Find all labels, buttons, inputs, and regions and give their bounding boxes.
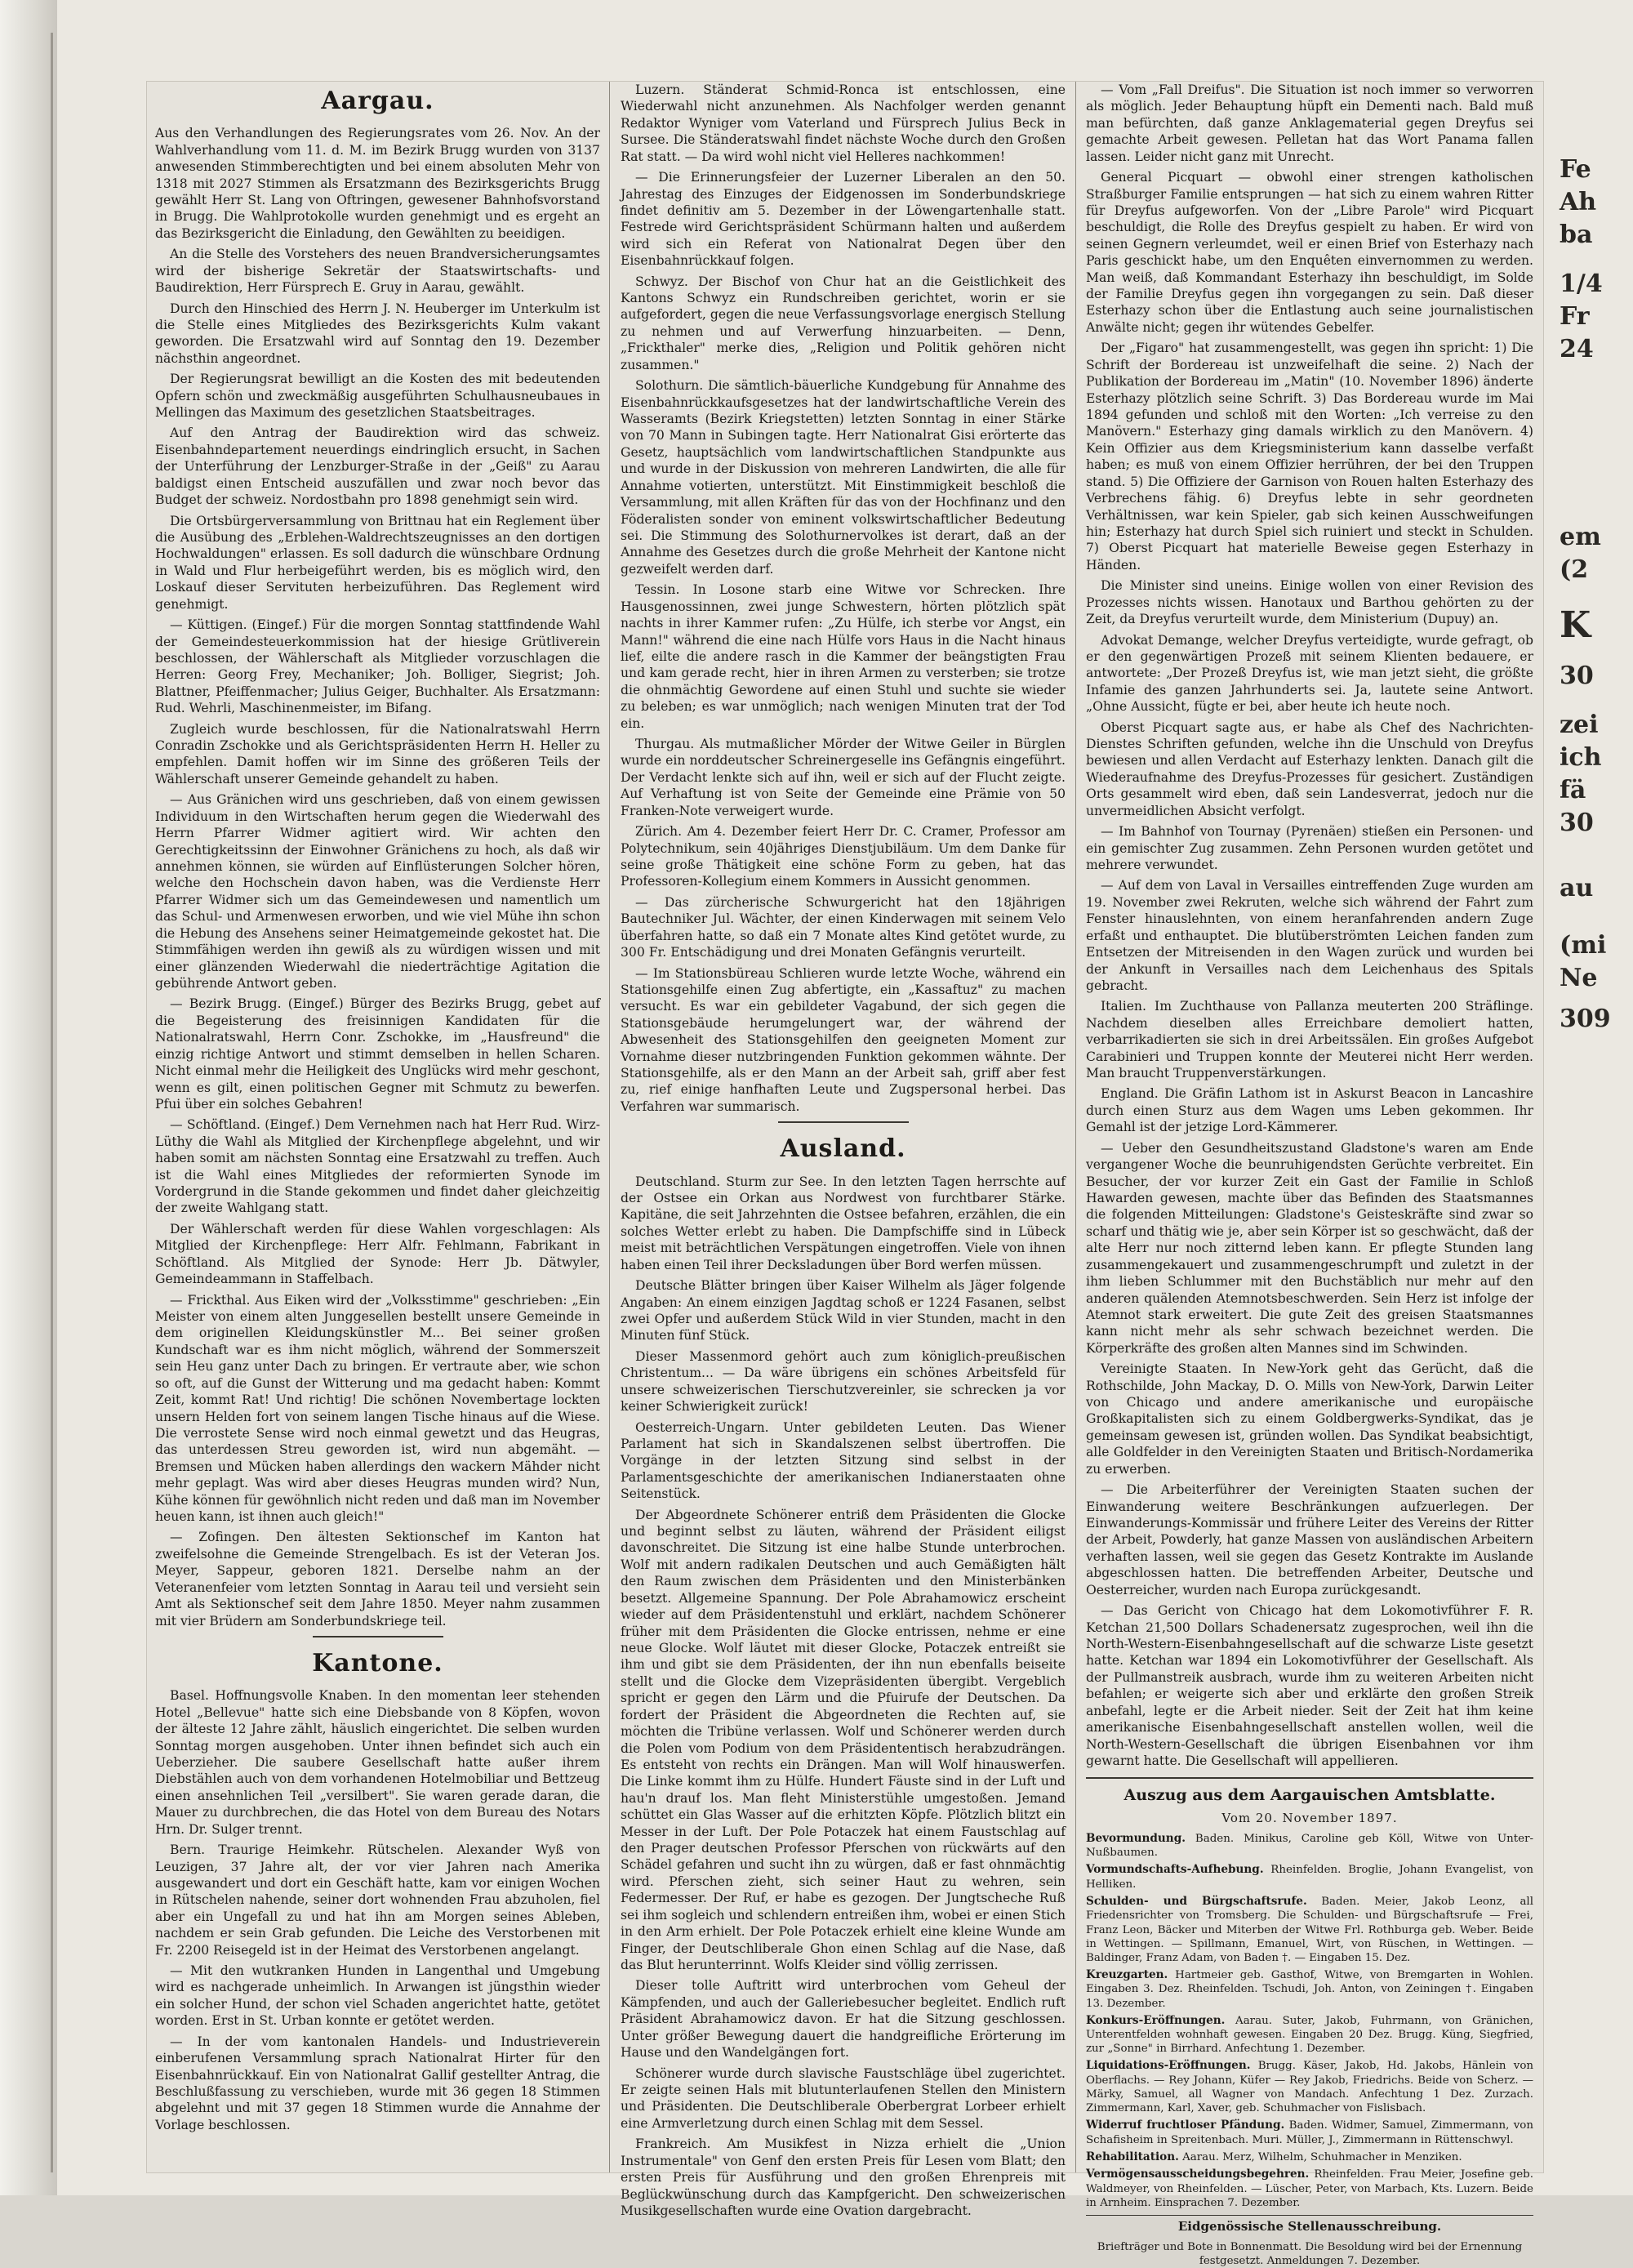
article: — Schöftland. (Eingef.) Dem Vernehmen nach hat Herr Rud. Wirz-Lüthy die Wahl als Mitglied der Kirchenpflege abgelehnt, und wir haben somit am nächsten Sonntag eine Ersatzwahl zu treffen. Auch ist die Wahl eines Mitgliedes der reformierten Synode im Vordergrund in die Stande gekommen und findet daher gleichzeitig der zweite Wahlgang statt.: [155, 1117, 600, 1216]
stelle-rule: [1086, 2215, 1533, 2216]
article: Solothurn. Die sämtlich-bäuerliche Kundgebung für Annahme des Eisenbahnrückkaufsgesetzes hat der landwirtschaftliche Verein des Wasseramts (Bezirk Kriegstetten) letzten Sonntag in einer Stärke von 70 Mann in Subingen tagte. Herr Nationalrat Gisi erörterte das Gesetz, hauptsächlich vom landwirtschaftlichen Standpunkte aus und wurde in der Diskussion von mehreren Landwirten, die alle für Annahme votierten, unterstützt. Mit Einstimmigkeit beschloß die Versammlung, mit allen Kräften für das von der Hochfinanz und den Föderalisten sonder von eminent volkswirtschaftlicher Bedeutung sei. Die Stimmung des Solothurnervolkes ist derart, daß an der Annahme des Gesetzes durch die große Mehrheit der Kantone nicht gezweifelt werden darf.: [621, 378, 1066, 577]
column-divider: [1075, 82, 1076, 2172]
article: Dieser Massenmord gehört auch zum königlich-preußischen Christentum... — Da wäre übrigens ein schönes Arbeitsfeld für unsere schweizerischen Tierschutzvereinler, sie schrecken ja vor keiner Schwierigkeit zurück!: [621, 1348, 1066, 1415]
article: Auf den Antrag der Baudirektion wird das schweiz. Eisenbahndepartement neuerdings eindringlich ersucht, in Sachen der Unterführung der Lenzburger-Straße in der „Geiß" zu Aarau baldigst einen Entscheid auszufällen und zwar noch bevor das Budget der schweiz. Nordostbahn pro 1898 genehmigt sein wird.: [155, 426, 600, 508]
article: — Küttigen. (Eingef.) Für die morgen Sonntag stattfindende Wahl der Gemeindesteuerkommission hat der hiesige Grütliverein beschlossen, der Wählerschaft als Mitglieder vorzuschlagen die Herren: Georg Frey, Mechaniker; Joh. Bolliger, Siegrist; Joh. Blattner, Pfeiffenmacher; Julius Geiger, Buchhalter. Als Ersatzmann: Rud. Wehrli, Maschinenmeister, im Bifang.: [155, 617, 600, 716]
notice-text: Brugg. Käser, Jakob, Hd. Jakobs, Hänlein von Oberflachs. — Rey Johann, Küfer — Rey Jakob, Friedrichs. Beide von Scherz. — Märky, Samuel, all Wagner von Mandach. Anfechtung 1 Dez. Zurzach. Zimmermann, Karl, Xaver, geb. Schuhmacher von Fislisbach.: [1086, 2060, 1533, 2115]
article: — Die Arbeiterführer der Vereinigten Staaten suchen der Einwanderung weitere Beschränkungen aufzuerlegen. Der Einwanderungs-Kommissär und frühere Leiter des Vereins der Ritter der Arbeit, Powderly, hat ganze Massen von ausländischen Arbeitern verhaften lassen, weil sie gegen das Gesetz Kontrakte im Auslande abgeschlossen hatten. Die betreffenden Arbeiter, Deutsche und Oesterreicher, wurden nach Europa zurückgesandt.: [1086, 1482, 1533, 1597]
article: Durch den Hinschied des Herrn J. N. Heuberger im Unterkulm ist die Stelle eines Mitgliedes des Bezirksgerichts Kulm vakant geworden. Die Ersatzwahl wird auf Sonntag den 19. Dezember nächsthin angeordnet.: [155, 301, 600, 366]
article: — Das Gericht von Chicago hat dem Lokomotivführer F. R. Ketchan 21,500 Dollars Schadenersatz zugesprochen, weil ihn die North-Western-Eisenbahngesellschaft auf die schwarze Liste gesetzt hatte. Ketchan war 1894 ein Lokomotivführer der Gesellschaft. Als der Pullmanstreik ausbrach, wurde ihm zu weiteren Arbeiten nicht befahlen; er weigerte sich aber und erklärte den großen Streik anbefahl, legte er die Arbeit nieder. Seit der Zeit hat ihm keine amerikanische Eisenbahngesellschaft anstellen wollen, weil die North-Western-Gesellschaft die übrigen Eisenbahnen vor ihm gewarnt hatte. Die Gesellschaft will appellieren.: [1086, 1603, 1533, 1768]
article: — Bezirk Brugg. (Eingef.) Bürger des Bezirks Brugg, gebet auf die Begeisterung des freisinnigen Kandidaten für die Nationalratswahl, Herrn Conr. Zschokke, im „Hausfreund" die einzig richtige Antwort und stimmt demselben in hellen Scharen. Nicht einmal mehr die Heiligkeit des Unglücks wird mehr geschont, wenn es gilt, einen politischen Gegner mit Schmutz zu bewerfen. Pfui über ein solches Gebahren!: [155, 996, 600, 1112]
article: Advokat Demange, welcher Dreyfus verteidigte, wurde gefragt, ob er den gegenwärtigen Prozeß mit seinem Klienten bedauere, er antwortete: „Der Prozeß Dreyfus ist, wie man jetzt sieht, die größte Infamie des ganzen Jahrhunderts sei. Ja, lautete seine Antwort. „Ohne Aussicht, fügte er bei, aber heute ich heute noch.: [1086, 632, 1533, 715]
article: — Im Bahnhof von Tournay (Pyrenäen) stießen ein Personen- und ein gemischter Zug zusammen. Zehn Personen wurden getötet und mehrere verwundet.: [1086, 824, 1533, 872]
article: General Picquart — obwohl einer strengen katholischen Straßburger Familie entsprungen — hat sich zu einem wahren Ritter für Dreyfus aufgeworfen. Von der „Libre Parole" wird Picquart beschuldigt, die Rolle des Dreyfus gespielt zu haben. Er wird von seinen Gegnern verleumdet, weil er einen Brief von Esterhazy nach Paris geschickt habe, um den Enquêten einvernommen zu werden. Man weiß, daß Kommandant Esterhazy ihn beschuldigt, im Solde der Familie Dreyfus gegen ihn vorgegangen zu sein. Daß dieser Esterhazy schon über die Entlastung auch seine journalistischen Anwälte nicht; gegen ihr wütendes Gebelfer.: [1086, 170, 1533, 335]
article: Frankreich. Am Musikfest in Nizza erhielt die „Union Instrumentale" von Genf den ersten Preis für Lesen vom Blatt; den ersten Preis für Ausführung und den großen Ehrenpreis mit Beglückwünschung durch das Kampfgericht. Den schweizerischen Musikgesellschaften wurde eine Ovation dargebracht.: [621, 2137, 1066, 2218]
edge-fragment: 24: [1560, 335, 1594, 363]
stelle-text: Briefträger und Bote in Bonnenmatt. Die Besoldung wird bei der Ernennung festgesetzt. Anmeldungen 7. Dezember.: [1097, 2240, 1523, 2267]
article: — Mit den wutkranken Hunden in Langenthal und Umgebung wird es nachgerade unheimlich. In Arwangen ist jüngsthin wieder ein solcher Hund, der schon viel Schaden angerichtet hatte, getötet worden. Erst in St. Urban konnte er getötet werden.: [155, 1963, 600, 2029]
article: England. Die Gräfin Lathom ist in Askurst Beacon in Lancashire durch einen Sturz aus dem Wagen ums Leben gekommen. Ihr Gemahl ist der jetzige Lord-Kämmerer.: [1086, 1086, 1533, 1135]
column-3: [1086, 82, 1534, 2267]
article: Italien. Im Zuchthause von Pallanza meuterten 200 Sträflinge. Nachdem dieselben alles Erreichbare demoliert hatten, verbarrikadierten sie sich in drei Arbeitssälen. Ein großes Aufgebot Carabinieri und Truppen konnte der Meuterei nicht Herr werden. Man braucht Truppenverstärkungen.: [1086, 999, 1533, 1081]
section-title-aargau: Aargau.: [321, 87, 434, 115]
article: — Auf dem von Laval in Versailles eintreffenden Zuge wurden am 19. November zwei Rekruten, welche sich während der Fahrt zum Fenster hinauslehnten, von einem heranfahrenden andern Zuge erfaßt und enthauptet. Die blutüberströmten Leichen fanden zum Entsetzen der Mitreisenden in den Wagen zurück und wurden bei der Ankunft in Versailles nach dem Leichenhaus des Spitals gebracht.: [1086, 878, 1533, 993]
notice-text: Rheinfelden. Broglie, Johann Evangelist, von Helliken.: [1086, 1864, 1534, 1891]
ausland-articles: [621, 1174, 1066, 2220]
notice-head: Widerruf fruchtloser Pfändung.: [1086, 2119, 1285, 2132]
edge-fragment: zei: [1560, 711, 1599, 739]
article: — Im Stationsbüreau Schlieren wurde letzte Woche, während ein Stationsgehilfe einen Zug abfertigte, ein „Kassaftuz" zu machen versucht. Es war ein gebildeter Vagabund, der sich gegen die Stationsgebäude herumgelungert war, der während der Abwesenheit des Stationsgehilfen den geeigneten Moment zur Vornahme dieser nutzbringenden Funktion gekommen wähnte. Der Stationsgehilfe, als er den Mann an der Arbeit sah, griff aber fest zu, rief einige hanfhaften Leute und Zugspersonal herbei. Das Verfahren war summarisch.: [621, 965, 1066, 1114]
section-title-kantone: Kantone.: [312, 1649, 443, 1678]
edge-fragment: (2: [1560, 555, 1589, 584]
stelle-title: Eidgenössische Stellenausschreibung.: [1177, 2218, 1442, 2234]
edge-fragment: 1/4: [1560, 270, 1603, 298]
article: Schönerer wurde durch slavische Faustschläge übel zugerichtet. Er zeigte seinen Hals mit blutunterlaufenen Stellen den Ministern und Präsidenten. Die Deutschliberale Oberbergrat Lorbeer erhielt eine Armverletzung durch einen Schlag mit dem Sessel.: [621, 2065, 1066, 2131]
article: — Aus Gränichen wird uns geschrieben, daß von einem gewissen Individuum in den Wirtschaften herum gegen die Wiederwahl des Herrn Pfarrer Widmer agitiert wird. Wir achten den Gerechtigkeitssinn der Einwohner Gränichens zu hoch, als daß wir annehmen können, sie würden auf Einflüsterungen Solcher hören, welche den Hochschein davon haben, was die Verdienste Herr Pfarrer Widmer sich um das Gemeindewesen und namentlich um das Schul- und Armenwesen erworben, und wie viel Mühe ihn schon die Hebung des Ansehens seiner Heimatgemeinde gekostet hat. Die Stimmfähigen werden ihn gewiß als zu würdigen wissen und mit einer glänzenden Wiederwahl die niederträchtige Agitation die gebührende Antwort geben.: [155, 792, 600, 991]
adjacent-page-edge: [1543, 33, 1633, 2156]
column-divider: [609, 82, 610, 2172]
article: Dieser tolle Auftritt wird unterbrochen vom Geheul der Kämpfenden, und auch der Galleriebesucher begleitet. Endlich ruft Präsident Abrahamowicz davon. Er hat die Sitzung geschlossen. Unter größer Bewegung dauert die handgreifliche Erörterung im Hause und den Wandelgängen fort.: [621, 1978, 1066, 2061]
edge-fragment: Fr: [1560, 302, 1590, 331]
article: Thurgau. Als mutmaßlicher Mörder der Witwe Geiler in Bürglen wurde ein norddeutscher Schreinergeselle ins Gefängnis eingeführt. Der Verdacht lenkte sich auf ihn, weil er sich auf der Flucht zeigte. Auf Verhaftung ist von Seite der Gemeinde eine Prämie von 50 Franken-Note verweigert wurde.: [621, 737, 1066, 818]
binding-margin: [0, 0, 57, 2195]
notice-head: Rehabilitation.: [1086, 2150, 1179, 2163]
notice-item: [1086, 2150, 1533, 2164]
edge-fragment: 30: [1560, 662, 1594, 690]
article: Der Wählerschaft werden für diese Wahlen vorgeschlagen: Als Mitglied der Kirchenpflege: Herr Alfr. Fehlmann, Fabrikant in Schöftland. Als Mitglied der Synode: Herr Jb. Dätwyler, Gemeindeammann in Staffelbach.: [155, 1221, 600, 1287]
article: — Die Erinnerungsfeier der Luzerner Liberalen an den 50. Jahrestag des Einzuges der Eidgenossen im Sonderbundskriege findet definitiv am 5. Dezember in der Löwengartenhalle statt. Festrede wird Gerichtspräsident Schürmann halten und außerdem wird sich ein Referat von Nationalrat Degen über den Eisenbahnrückkauf folgen.: [621, 170, 1066, 269]
edge-fragment: (mi: [1560, 931, 1607, 960]
notice-head: Liquidations-Eröffnungen.: [1086, 2059, 1251, 2073]
amtsblatt-title: Auszug aus dem Aargauischen Amtsblatte.: [1124, 1786, 1496, 1805]
notice-item: [1086, 1832, 1533, 1860]
notice-item: [1086, 1863, 1533, 1891]
newspaper-page: [147, 82, 1543, 2267]
article: Basel. Hoffnungsvolle Knaben. In den momentan leer stehenden Hotel „Bellevue" hatte sich eine Diebsbande von 8 Köpfen, wovon der älteste 12 Jahre zählt, häuslich eingerichtet. Die selben wurden Sonntag morgen ausgehoben. Unter ihnen befindet sich auch ein Ueberzieher. Die saubere Gesellschaft hatte außer ihrem Diebstählen auch von dem vorhandenen Hotelmobiliar und Bettzeug einen ansehnlichen Teil „versilbert". Sie waren gerade daran, die Mauer zu durchbrechen, die das Hotel von dem Bureau des Notars Hrn. Dr. Sulger trennt.: [155, 1688, 600, 1837]
notice-head: Konkurs-Eröffnungen.: [1086, 2013, 1226, 2027]
article: — In der vom kantonalen Handels- und Industrieverein einberufenen Versammlung sprach Nationalrat Hirter für den Eisenbahnrückkauf. Ein von Nationalrat Gallif gestellter Antrag, die Beschlußfassung zu verschieben, wurde mit 36 gegen 18 Stimmen abgelehnt und mit 37 gegen 18 Stimmen wurde die Annahme der Vorlage beschlossen.: [155, 2034, 600, 2132]
notice-head: Vermögensausscheidungsbegehren.: [1086, 2168, 1310, 2181]
column-2: [621, 82, 1066, 2218]
article: — Frickthal. Aus Eiken wird der „Volksstimme" geschrieben: „Ein Meister von einem alten Junggesellen bestellt unsere Gemeinde in dem originellen Kleidungskünstler M... Bei seiner großen Kundschaft war es ihm nicht möglich, während der Sommerszeit sein Heu ganz unter Dach zu bringen. Er vertraute aber, wie schon so oft, auf die Gunst der Witterung und ma gedacht haben: Kommt Zeit, kommt Rat! Und richtig! Die schönen Novembertage lockten unsern Helden fort von seinem langen Tische hinaus auf die Wiese. Die verrostete Sense wird noch einmal gewetzt und das Heugras, das unterdessen Streu geworden ist, wird nun abgemäht. — Bremsen und Mücken haben allerdings den wackern Mähder nicht mehr geplagt. Was wird aber dieses Heugras munden wird? Nun, Kühe können für gewöhnlich nicht reden und daß man im November heuen kann, ist ihnen auch gleich!": [155, 1292, 600, 1525]
amtsblatt-date: Vom 20. November 1897.: [1221, 1811, 1398, 1826]
notice-item: [1086, 2059, 1533, 2115]
section-divider: [778, 1121, 909, 1123]
article: Zugleich wurde beschlossen, für die Nationalratswahl Herrn Conradin Zschokke und als Gerichtspräsidenten Herrn H. Heller zu empfehlen. Damit hoffen wir im Sinne des größeren Teils der Wählerschaft unserer Gemeinde gehandelt zu haben.: [155, 721, 600, 786]
article: Deutsche Blätter bringen über Kaiser Wilhelm als Jäger folgende Angaben: An einem einzigen Jagdtag schoß er 1224 Fasanen, selbst zwei Opfer und außerdem Stück Wild in vier Stunden, macht in den Minuten fünf Stück.: [621, 1278, 1066, 1343]
notice-item: [1086, 1968, 1533, 2011]
ausland-articles-continued: [1086, 82, 1533, 1769]
aargau-articles: [155, 125, 600, 1629]
notice-head: Vormundschafts-Aufhebung.: [1086, 1863, 1264, 1877]
article: An die Stelle des Vorstehers des neuen Brandversicherungsamtes wird der bisherige Sekretär der Staatswirtschafts- und Baudirektion, Herr Fürsprech E. Gruy in Aarau, gewählt.: [155, 247, 600, 296]
edge-fragment: 30: [1560, 809, 1594, 837]
edge-fragment: 309: [1560, 1005, 1611, 1033]
article: Schwyz. Der Bischof von Chur hat an die Geistlichkeit des Kantons Schwyz ein Rundschreiben gerichtet, worin er sie aufgefordert, gegen die neue Verfassungsvorlage energisch Stellung zu nehmen und auf Verwerfung hinzuarbeiten. — Denn, „Frickthaler" merke dies, „Religion und Politik gehören nicht zusammen.": [621, 274, 1066, 372]
edge-fragment: em: [1560, 523, 1601, 551]
article: — Ueber den Gesundheitszustand Gladstone's waren am Ende vergangener Woche die beunruhigendsten Gerüchte verbreitet. Ein Besucher, der vor kurzer Zeit ein Gast der Familie in Schloß Hawarden gewesen, machte über das Befinden des Staatsmannes die folgenden Mitteilungen: Gladstone's Geisteskräfte sind zwar so scharf und thätig wie je, aber sein Körper ist so geschwächt, daß der alte Herr nur noch zitternd leben kann. Er pflegte Stunden lang zusammengekauert und zusammengeschrumpft und zuletzt in der ihm lieben Schlummer mit den Buchstäblich nur mehr auf den anderen quälenden Atemnotsbeschwerden. Sein Herz ist infolge der Atemnot stark erweitert. Die gute Zeit des greisen Staatsmannes kann nicht mehr als sehr schwach bezeichnet werden. Die Körperkräfte des großen alten Mannes sind im Schwinden.: [1086, 1140, 1533, 1356]
article: Luzern. Ständerat Schmid-Ronca ist entschlossen, eine Wiederwahl nicht anzunehmen. Als Nachfolger werden genannt Redaktor Wyniger vom Vaterland und Fürsprech Julius Beck in Sursee. Die Ständeratswahl findet nächste Woche durch den Großen Rat statt. — Da wird wohl nicht viel Helleres nachkommen!: [621, 82, 1066, 164]
edge-fragment: Ne: [1560, 964, 1598, 992]
article: Deutschland. Sturm zur See. In den letzten Tagen herrschte auf der Ostsee ein Orkan aus Nordwest von furchtbarer Stärke. Kapitäne, die seit Jahrzehnten die Ostsee befahren, erzählen, die ein solches Wetter erlebt zu haben. Die Dampfschiffe sind in Lübeck meist mit beträchtlichen Verspätungen eingetroffen. Viele von ihnen haben einen Teil ihrer Decksladungen über Bord werfen müssen.: [621, 1174, 1066, 1272]
article: Oesterreich-Ungarn. Unter gebildeten Leuten. Das Wiener Parlament hat sich in Skandalszenen selbst übertroffen. Die Vorgänge in der letzten Sitzung sind selbst in der Parlamentsgeschichte der amerikanischen Indianerstaaten ohne Seitenstück.: [621, 1419, 1066, 1502]
article: Der Regierungsrat bewilligt an die Kosten des mit bedeutenden Opfern schön und zweckmäßig ausgeführten Schulhausneubaues in Mellingen das Maximum des gesetzlichen Staatsbeitrages.: [155, 372, 600, 421]
section-title-ausland: Ausland.: [780, 1134, 906, 1164]
article: Der „Figaro" hat zusammengestellt, was gegen ihn spricht: 1) Die Schrift der Bordereau ist unzweifelhaft die seine. 2) Nach der Publikation der Bordereau im „Matin" (10. November 1896) änderte Esterhazy plötzlich seine Schrift. 3) Das Bordereau wurde im Mai 1894 gefunden und schloß mit den Worten: „Ich verreise zu den Manövern." Esterhazy ging damals wirklich zu den Manövern. 4) Kein Offizier aus dem Kriegsministerium kann dasselbe verfaßt haben; es muß von einem Offizier herrühren, der bei den Truppen stand. 5) Die Offiziere der Garnison von Rouen halten Esterhazy des Verbrechens fähig. 6) Dreyfus lebte in sehr geordneten Verhältnissen, war kein Spieler, gab sich keinen Ausschweifungen hin; Esterhazy hat durch Spiel sich ruiniert und steckt in Schulden. 7) Oberst Picquart hat materielle Beweise gegen Esterhazy in Händen.: [1086, 341, 1533, 573]
notice-head: Schulden- und Bürgschaftsrufe.: [1086, 1894, 1307, 1908]
notice-text: Baden. Widmer, Samuel, Zimmermann, von Schafisheim in Spreitenbach. Muri. Müller, J., Zimmermann in Rüttenschwyl.: [1086, 2119, 1533, 2146]
article: Der Abgeordnete Schönerer entriß dem Präsidenten die Glocke und beginnt selbst zu läuten, während der Präsident eiligst davonschreitet. Die Sitzung ist eine halbe Stunde unterbrochen. Wolf mit andern radikalen Deutschen und auch Gemäßigten hält den Raum zwischen dem Präsidenten und den Ministerbänken besetzt. Allgemeine Spannung. Der Pole Abrahamowicz erscheint wieder auf dem Präsidentenstuhl und erklärt, nachdem Schönerer früher mit dem Präsidenten die Glocke entrissen, nehme er eine neue Glocke. Wolf läutet mit dieser Glocke, Potaczek entreißt sie ihm und gibt sie dem Präsidenten, der ihn nun ebenfalls beiseite stellt und die Glocke dem Vizepräsidenten übergibt. Vergeblich spricht er gegen den Lärm und die Pfuirufe der Deutschen. Da fordert der Präsident die Abgeordneten die Rechten auf, sie möchten die Tribüne verlassen. Wolf und Schönerer werden durch die Polen vom Podium von dem Präsidententisch herabzudrängen. Es entsteht von rechts ein Drängen. Man will Wolf hinauswerfen. Die Linke kommt ihm zu Hülfe. Hundert Fäuste sind in der Luft und hau'n drauf los. Man fleht Ministerstühle umgestoßen. Jemand schüttet ein Glas Wasser auf die erhitzten Köpfe. Plötzlich blitzt ein Messer in der Luft. Der Pole Potaczek hat einem Faustschlag auf den Prager deutschen Professor Pferschen von rückwärts auf den Schädel gefahren und sucht ihn zu würgen, daß er fast ohnmächtig wird. Pferschen zieht, sich seiner Haut zu wehren, sein Federmesser. Der Ruf, er habe es gezogen. Der Jungtscheche Ruß sei ihm sogleich und schlendern entreißen ihm, wobei er einen Stich in den Arm erhielt. Der Pole Potaczek erhielt eine kleine Wunde am Finger, der Deutschliberale Ghon einen Schlag auf die Nase, daß das Blut herunterrinnt. Wolfs Kleider sind völlig zerrissen.: [621, 1507, 1066, 1973]
article: — Das zürcherische Schwurgericht hat den 18jährigen Bautechniker Jul. Wächter, der einen Kinderwagen mit seinem Velo überfahren hatte, so daß ein 7 Monate altes Kind getötet wurde, zu 300 Fr. Entschädigung und drei Monaten Gefängnis verurteilt.: [621, 894, 1066, 960]
article: — Zofingen. Den ältesten Sektionschef im Kanton hat zweifelsohne die Gemeinde Strengelbach. Es ist der Veteran Jos. Meyer, Sappeur, geboren 1821. Derselbe nahm an der Veteranenfeier vom letzten Sonntag in Aarau teil und versieht sein Amt als Sektionschef seit dem Jahre 1850. Meyer nahm zusammen mit vier Brüdern am Sonderbundskriege teil.: [155, 1530, 600, 1629]
article: Die Minister sind uneins. Einige wollen von einer Revision des Prozesses nichts wissen. Hanotaux und Barthou gehörten zu der Zeit, da Dreyfus verurteilt wurde, dem Ministerium (Dupuy) an.: [1086, 578, 1533, 627]
article: Bern. Traurige Heimkehr. Rütschelen. Alexander Wyß von Leuzigen, 37 Jahre alt, der vor vier Jahren nach Amerika ausgewandert und dort ein Geschäft hatte, kam vor einigen Wochen in Rütschelen nahende, seiner dort wohnenden Frau abzuholen, fiel aber ein Ungefall zu und hat ihn am Morgen seines Ableben, nachdem er sein Grab gefunden. Die Leiche des Verstorbenen mit Fr. 2200 Reisegeld ist in der Heimat des Verstorbenen angelangt.: [155, 1842, 600, 1958]
edge-fragment: K: [1560, 604, 1591, 646]
notice-text: Hartmeier geb. Gasthof, Witwe, von Bremgarten in Wohlen. Eingaben 3. Dez. Rheinfelden. Tschudi, Joh. Anton, von Zeiningen †. Eingaben 13. Dezember.: [1086, 1968, 1533, 2010]
edge-fragment: au: [1560, 874, 1594, 902]
column-1: [155, 82, 600, 2172]
amtsblatt-top-rule: [1086, 1777, 1533, 1779]
notice-head: Bevormundung.: [1086, 1831, 1186, 1845]
article: Tessin. In Losone starb eine Witwe vor Schrecken. Ihre Hausgenossinnen, zwei junge Schwestern, hörten plötzlich spät nachts in ihrer Kammer rufen: „Zu Hülfe, ich sterbe vor Angst, ein Mann!" während die eine nach Hülfe vors Haus in die Nacht hinaus lief, eilte die andere rasch in die Kammer der beängstigten Frau und kam gerade recht, hier in ihren Armen zu versterben; sie trotze die ohnmächtig Gewordene auf einen Stuhl und suchte sie wieder zu beleben; es war unmöglich; nach wenigen Minuten trat der Tod ein.: [621, 582, 1066, 731]
notice-text: Aarau. Merz, Wilhelm, Schuhmacher in Menziken.: [1182, 2150, 1462, 2163]
article: Die Ortsbürgerversammlung von Brittnau hat ein Reglement über die Ausübung des „Erblehen-Waldrechtszeugnisses an den dortigen Hochwaldungen" erlassen. Es soll dadurch die wünschbare Ordnung in Wald und Flur herbeigeführt werden, bis es möglich wird, den Loskauf dieser Servituten herbeizuführen. Das Reglement wird genehmigt.: [155, 513, 600, 612]
article: Aus den Verhandlungen des Regierungsrates vom 26. Nov. An der Wahlverhandlung vom 11. d. M. im Bezirk Brugg wurden von 3137 anwesenden Stimmberechtigten und bei einem absoluten Mehr von 1318 mit 2027 Stimmen als Ersatzmann des Bezirksgerichts Brugg gewählt Herr St. Lang von Oftringen, gewesener Bahnhofsvorstand in Brugg. Die Wahlprotokolle wurden genehmigt und es ergeht an das Bezirksgericht die Einladung, den Gewählten zu beeidigen.: [155, 126, 600, 241]
notice-item: [1086, 1895, 1533, 1965]
notice-item: [1086, 2119, 1533, 2147]
edge-fragment: Fe: [1560, 155, 1591, 184]
article: Vereinigte Staaten. In New-York geht das Gerücht, daß die Rothschilde, John Mackay, D. O. Mills von New-York, Darwin Leiter von Chicago und andere amerikanische und europäische Großkapitalisten sich zu einem Goldbergwerks-Syndikat, das je gemeinsam gewesen ist, gründen wollen. Das Syndikat beabsichtigt, alle Goldfelder in den Vereinigten Staaten und Britisch-Nordamerika zu erwerben.: [1086, 1361, 1533, 1477]
notice-text: Baden. Minikus, Caroline geb Köll, Witwe von Unter-Nußbaumen.: [1086, 1832, 1533, 1860]
notice-item: [1086, 2014, 1533, 2056]
edge-fragment: Ah: [1560, 188, 1597, 216]
edge-fragment: fä: [1560, 776, 1586, 804]
notice-head: Kreuzgarten.: [1086, 1967, 1168, 1981]
article: Zürich. Am 4. Dezember feiert Herr Dr. C. Cramer, Professor am Polytechnikum, sein 40jähriges Dienstjubiläum. Um dem Danke für seine große Thätigkeit eine schöne Form zu geben, hat das Professoren-Kollegium einem Kommers in Aussicht genommen.: [621, 824, 1066, 889]
edge-fragment: ich: [1560, 743, 1602, 772]
article: — Vom „Fall Dreifus". Die Situation ist noch immer so verworren als möglich. Jeder Behauptung hüpft ein Dementi nach. Bald muß man befürchten, daß ganze Anklagematerial gegen Dreyfus sei gemachte Arbeit gewesen. Pelletan hat das Wort Panama fallen lassen. Leider nicht ganz mit Unrecht.: [1086, 82, 1533, 164]
article: Oberst Picquart sagte aus, er habe als Chef des Nachrichten-Dienstes Schriften gefunden, welche ihn die Unschuld von Dreyfus bewiesen und allen Verdacht auf Esterhazy lenkten. Danach gilt die Wiederaufnahme des Dreyfus-Prozesses für gesichert. Zuständigen Orts gesammelt wird eben, daß sein Landesverrat, jedoch nur die unvermeidlichen Absicht verfolgt.: [1086, 720, 1533, 818]
section-divider: [313, 1636, 443, 1638]
notice-text: Rheinfelden. Frau Meier, Josefine geb. Waldmeyer, von Rheinfelden. — Lüscher, Peter, von Marbach, Kts. Luzern. Beide in Arnheim. Einsprachen 7. Dezember.: [1086, 2168, 1533, 2209]
edge-fragment: ba: [1560, 221, 1593, 249]
notice-text: Aarau. Suter, Jakob, Fuhrmann, von Gränichen, Unterentfelden wohnhaft gewesen. Eingaben 20 Dez. Brugg. Küng, Siegfried, zur „Sonne" in Birrhard. Anfechtung 1. Dezember.: [1086, 2014, 1533, 2056]
kantone-articles-continued: [621, 82, 1066, 1115]
amtsblatt-box: [1086, 1785, 1533, 2267]
notice-item: [1086, 2168, 1533, 2210]
notice-text: Baden. Meier, Jakob Leonz, all Friedensrichter von Tromsberg. Die Schulden- und Bürgschaftsrufe — Frei, Franz Leon, Bäcker und Miterben der Witwe Frl. Rothburga geb. Weber. Beide in Wettingen. — Spillmann, Emanuel, Wirt, von Rüschen, in Wettingen. — Baldinger, Franz Adam, von Baden †. — Eingaben 15. Dez.: [1086, 1895, 1533, 1964]
kantone-articles: [155, 1687, 600, 2133]
